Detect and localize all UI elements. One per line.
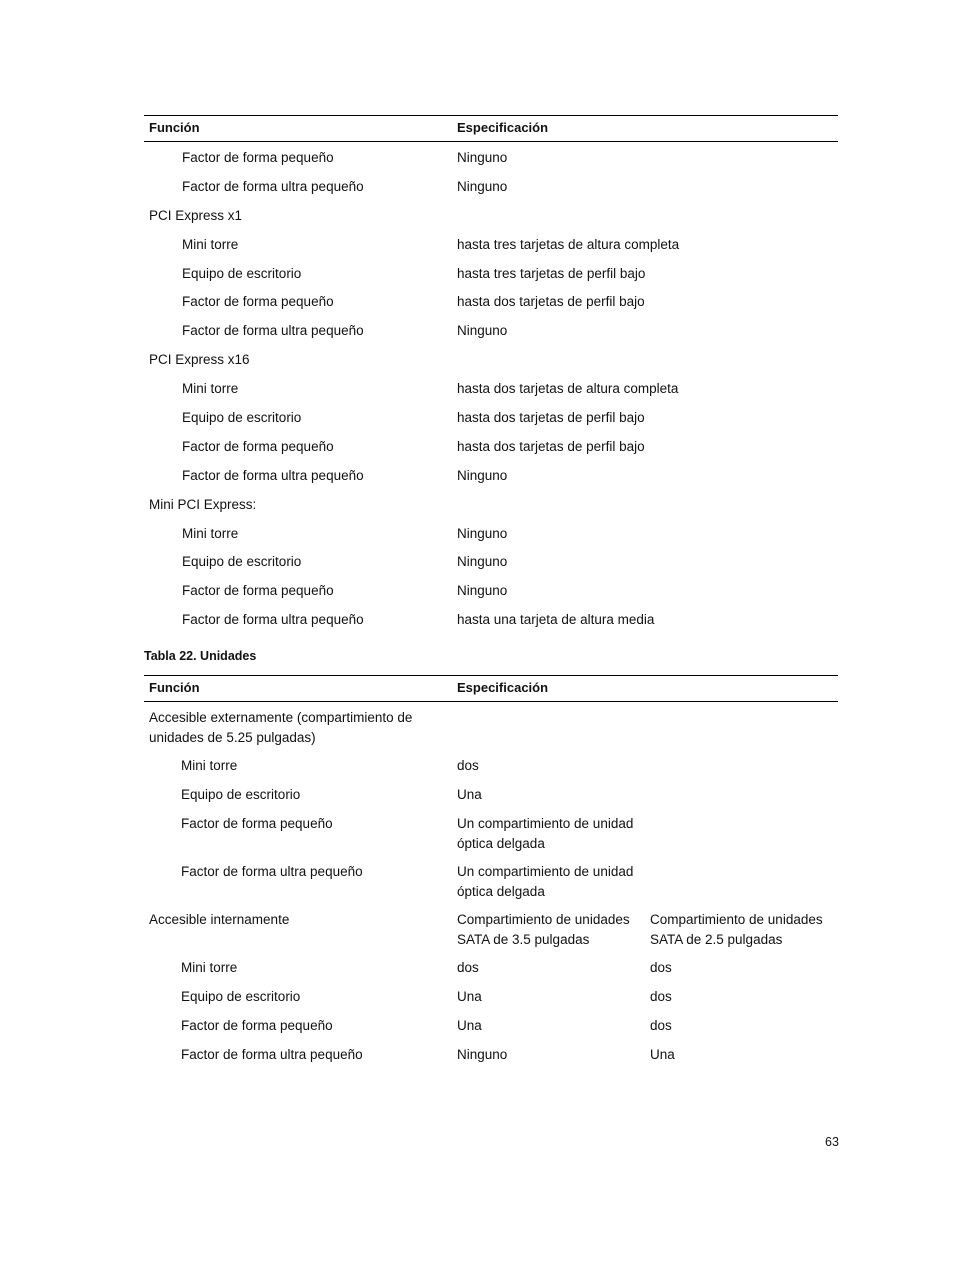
table-row [144, 546, 838, 575]
row-label: Factor de forma pequeño [181, 1018, 333, 1033]
table-row [144, 779, 838, 808]
row-value: hasta dos tarjetas de altura completa [457, 381, 679, 397]
table-row [144, 1010, 838, 1039]
row-value-secondary: dos [650, 989, 672, 1004]
row-label: Factor de forma pequeño [182, 438, 334, 454]
row-label: Accesible internamente [149, 912, 290, 927]
row-value: dos [457, 960, 479, 975]
table-row [144, 981, 838, 1010]
table-row [144, 460, 838, 489]
row-value-secondary: dos [650, 1018, 672, 1033]
row-value: dos [457, 758, 479, 773]
table-row [144, 808, 838, 856]
table-row [144, 489, 838, 518]
row-label: Mini torre [182, 381, 239, 397]
row-value: Una [457, 989, 482, 1004]
row-label: Factor de forma ultra pequeño [182, 612, 364, 628]
table-row [144, 171, 838, 200]
row-value: Ninguno [457, 554, 508, 570]
row-value: Ninguno [457, 323, 508, 339]
table-row [144, 344, 838, 373]
row-label: Factor de forma ultra pequeño [182, 467, 364, 483]
row-value: Ninguno [457, 1047, 508, 1062]
row-label: Factor de forma pequeño [181, 816, 333, 831]
row-value: hasta dos tarjetas de perfil bajo [457, 410, 645, 426]
table-row [144, 402, 838, 431]
table-row [144, 373, 838, 402]
row-label: Factor de forma ultra pequeño [182, 178, 364, 194]
row-value: hasta una tarjeta de altura media [457, 612, 655, 628]
row-label: Mini torre [181, 758, 238, 773]
header-specification: Especificación [457, 120, 549, 135]
table-header [144, 115, 838, 142]
row-label: Mini torre [182, 236, 239, 252]
row-label: Equipo de escritorio [182, 265, 302, 281]
row-label: Accesible externamente (compartimiento de unidades de 5.25 pulgadas) [149, 710, 413, 745]
table-caption: Tabla 22. Unidades [144, 649, 257, 663]
row-label: Factor de forma pequeño [182, 583, 334, 599]
row-value-secondary: dos [650, 960, 672, 975]
row-value: hasta tres tarjetas de altura completa [457, 236, 680, 252]
table-row [144, 229, 838, 258]
table-body [144, 702, 838, 1068]
row-value: Ninguno [457, 467, 508, 483]
header-function: Función [149, 680, 200, 695]
table-row [144, 200, 838, 229]
table-drives [144, 675, 838, 1068]
table-row [144, 604, 838, 633]
row-label: Equipo de escritorio [182, 554, 302, 570]
row-label: Equipo de escritorio [182, 410, 302, 426]
table-row [144, 286, 838, 315]
row-label: Mini torre [182, 525, 239, 541]
row-label: Factor de forma pequeño [182, 150, 334, 165]
table-row [144, 952, 838, 981]
row-label: Mini torre [181, 960, 238, 975]
row-value: Ninguno [457, 178, 508, 194]
header-function: Función [149, 120, 200, 135]
row-value: Un compartimiento de unidad óptica delgada [457, 816, 634, 851]
table-row [144, 142, 838, 171]
row-value: Un compartimiento de unidad óptica delgada [457, 864, 634, 899]
table-row [144, 1039, 838, 1068]
table-row [144, 518, 838, 547]
row-label: Factor de forma pequeño [182, 294, 334, 310]
table-row [144, 904, 838, 952]
table-body [144, 142, 838, 633]
row-value: Ninguno [457, 150, 508, 165]
row-value: hasta tres tarjetas de perfil bajo [457, 265, 646, 281]
row-label: Factor de forma ultra pequeño [181, 864, 363, 879]
page-number: 63 [825, 1135, 839, 1149]
table-row [144, 258, 838, 287]
table-row [144, 431, 838, 460]
table-row [144, 315, 838, 344]
row-value: Compartimiento de unidades SATA de 3.5 pulgadas [457, 912, 630, 947]
row-value: Una [457, 787, 482, 802]
row-label: PCI Express x16 [149, 352, 250, 368]
row-label: Equipo de escritorio [181, 787, 301, 802]
header-specification: Especificación [457, 680, 549, 695]
table-pci-slots [144, 115, 838, 633]
row-label: Equipo de escritorio [181, 989, 301, 1004]
row-label: Factor de forma ultra pequeño [182, 323, 364, 339]
row-value-secondary: Una [650, 1047, 675, 1062]
row-value: Ninguno [457, 525, 508, 541]
table-row [144, 702, 838, 750]
row-value: hasta dos tarjetas de perfil bajo [457, 294, 645, 310]
table-header [144, 675, 838, 702]
table-row [144, 575, 838, 604]
row-label: Factor de forma ultra pequeño [181, 1047, 363, 1062]
row-value: hasta dos tarjetas de perfil bajo [457, 438, 645, 454]
row-value: Ninguno [457, 583, 508, 599]
row-label: Mini PCI Express: [149, 496, 257, 512]
table-row [144, 750, 838, 779]
row-label: PCI Express x1 [149, 207, 243, 223]
row-value: Una [457, 1018, 482, 1033]
table-row [144, 856, 838, 904]
row-value-secondary: Compartimiento de unidades SATA de 2.5 pulgadas [650, 912, 823, 947]
